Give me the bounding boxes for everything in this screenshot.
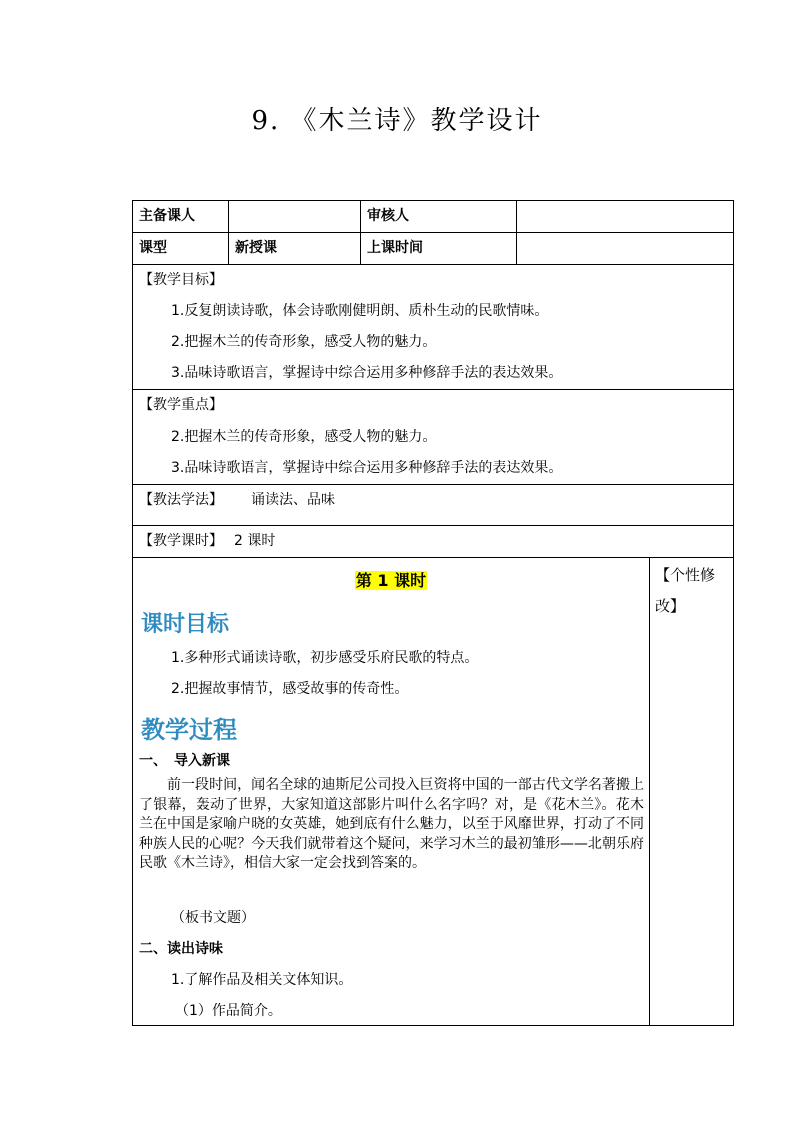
table-line: [132, 484, 734, 485]
process-heading: 教学过程: [141, 716, 237, 744]
value-lesson-type: 新授课: [235, 240, 277, 256]
table-line: [132, 525, 734, 526]
document-title: 9. 《木兰诗》教学设计: [251, 106, 543, 136]
table-line: [132, 264, 734, 265]
label-preparer: 主备课人: [139, 208, 195, 224]
lesson-title: 第 1 课时: [355, 571, 427, 590]
table-line: [132, 389, 734, 390]
table-line: [228, 200, 229, 265]
label-lesson-type: 课型: [139, 240, 167, 256]
section-intro-heading: 一、 导入新课: [139, 753, 230, 769]
keypoint-item: 3.品味诗歌语言，掌握诗中综合运用多种修辞手法的表达效果。: [171, 460, 563, 476]
side-note-line: 改】: [655, 597, 686, 615]
section-reading-heading: 二、读出诗味: [139, 941, 223, 957]
keypoints-heading: 【教学重点】: [139, 397, 223, 413]
table-line: [360, 200, 361, 265]
table-line: [132, 200, 133, 1026]
table-line: [649, 557, 650, 1026]
step-item: 1.了解作品及相关文体知识。: [171, 972, 353, 988]
side-note-line: 【个性修: [655, 566, 716, 584]
intro-paragraph: 前一段时间，闻名全球的迪斯尼公司投入巨资将中国的一部古代文学名著搬上了银幕，轰动了世界，大家知道这部影片叫什么名字吗？对，是《花木兰》。花木兰在中国是家喻户晓的女英雄，她到底有什么魅力，以至于风靡世界，打动了不同种族人民的心呢？今天我们就带着这个疑问，来学习木兰的最初雏形——北朝乐府民歌《木兰诗》，相信大家一定会找到答案的。: [139, 777, 644, 871]
table-line: [733, 200, 734, 1026]
lesson-goal-item: 2.把握故事情节，感受故事的传奇性。: [171, 681, 409, 697]
table-line: [132, 557, 734, 558]
table-line: [132, 232, 734, 233]
keypoint-item: 2.把握木兰的传奇形象，感受人物的魅力。: [171, 429, 437, 445]
table-line: [132, 200, 734, 201]
objective-item: 1.反复朗读诗歌，体会诗歌刚健明朗、质朴生动的民歌情味。: [171, 303, 549, 319]
lesson-goal-item: 1.多种形式诵读诗歌，初步感受乐府民歌的特点。: [171, 650, 479, 666]
hours-value: 2 课时: [234, 533, 276, 549]
hours-heading: 【教学课时】: [139, 533, 223, 549]
objectives-heading: 【教学目标】: [139, 272, 223, 288]
table-line: [132, 1025, 734, 1026]
label-class-time: 上课时间: [367, 240, 423, 256]
objective-item: 2.把握木兰的传奇形象，感受人物的魅力。: [171, 334, 437, 350]
table-line: [516, 200, 517, 265]
lesson-goal-heading: 课时目标: [141, 612, 230, 637]
board-note: （板书文题）: [171, 910, 255, 926]
methods-value: 诵读法、品味: [251, 492, 335, 508]
step-subitem: （1）作品简介。: [175, 1003, 282, 1019]
methods-heading: 【教法学法】: [139, 492, 223, 508]
label-reviewer: 审核人: [367, 208, 409, 224]
objective-item: 3.品味诗歌语言，掌握诗中综合运用多种修辞手法的表达效果。: [171, 365, 563, 381]
